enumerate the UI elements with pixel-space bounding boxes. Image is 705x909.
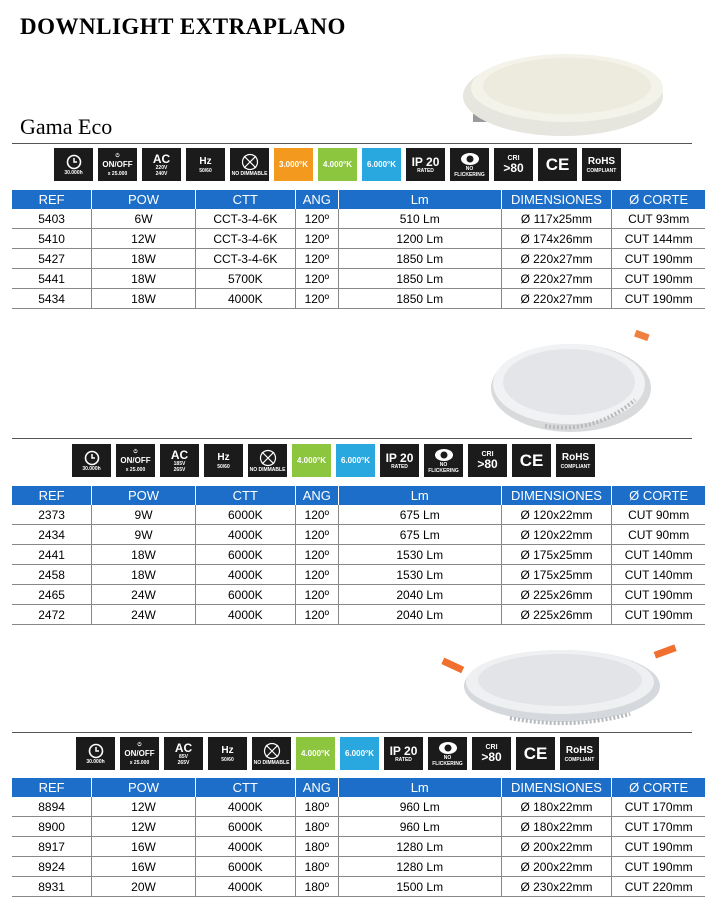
cell: Ø 200x22mm [501, 857, 612, 877]
cell: Ø 220x27mm [501, 249, 612, 269]
table-row [12, 545, 705, 565]
feature-icon-bar [54, 148, 621, 181]
cell: 960 Lm [338, 797, 501, 817]
ce-mark-icon: CE [516, 737, 555, 770]
cell: 1530 Lm [338, 545, 501, 565]
col-dimensiones: DIMENSIONES [501, 190, 612, 209]
cell: 180º [295, 837, 338, 857]
cell: Ø 220x27mm [501, 269, 612, 289]
cell: 24W [92, 585, 196, 605]
downlight-image-round [440, 640, 680, 730]
cell: 4000K [195, 605, 295, 625]
cell: Ø 175x25mm [501, 545, 612, 565]
cell: 9W [92, 525, 196, 545]
divider [12, 143, 692, 144]
feature-icon-bar [72, 444, 595, 477]
cell: 120º [295, 565, 338, 585]
no-flickering-icon: NO FLICKERING [450, 148, 489, 181]
cell: 2458 [12, 565, 92, 585]
frequency-icon: Hz 50/60 [186, 148, 225, 181]
cell: 120º [295, 605, 338, 625]
cell: 6000K [195, 857, 295, 877]
table-row [12, 269, 705, 289]
cell: 2434 [12, 525, 92, 545]
clock-icon: 30.000h [76, 737, 115, 770]
rohs-icon: RoHS COMPLIANT [556, 444, 595, 477]
cell: 12W [92, 797, 196, 817]
cell: 5700K [195, 269, 295, 289]
cell: 4000K [195, 797, 295, 817]
temp-4000k-icon: 4.000°K [318, 148, 357, 181]
cell: 120º [295, 505, 338, 525]
divider [12, 732, 692, 733]
cell: CUT 144mm [612, 229, 705, 249]
col-corte: Ø CORTE [612, 778, 705, 797]
cri-icon: CRI >80 [468, 444, 507, 477]
col-lm: Lm [338, 486, 501, 505]
ce-mark-icon: CE [512, 444, 551, 477]
cell: 8931 [12, 877, 92, 897]
cri-icon: CRI >80 [472, 737, 511, 770]
divider [12, 438, 692, 439]
cell: 24W [92, 605, 196, 625]
temp-6000k-icon: 6.000°K [362, 148, 401, 181]
table-row [12, 289, 705, 309]
spec-table-slim [12, 486, 705, 625]
cell: 120º [295, 249, 338, 269]
cell: Ø 200x22mm [501, 837, 612, 857]
cell: 4000K [195, 525, 295, 545]
col-pow: POW [92, 190, 196, 209]
no-flickering-icon: NO FLICKERING [428, 737, 467, 770]
cell: Ø 225x26mm [501, 605, 612, 625]
table-row [12, 565, 705, 585]
table-row [12, 605, 705, 625]
cell: 5434 [12, 289, 92, 309]
cell: 120º [295, 585, 338, 605]
table-row [12, 817, 705, 837]
cell: Ø 120x22mm [501, 525, 612, 545]
cell: 6W [92, 209, 196, 229]
cell: 180º [295, 797, 338, 817]
cell: CUT 190mm [612, 269, 705, 289]
frequency-icon: Hz 50/60 [204, 444, 243, 477]
cell: 2040 Lm [338, 585, 501, 605]
cell: 12W [92, 229, 196, 249]
col-ref: REF [12, 778, 92, 797]
col-corte: Ø CORTE [612, 486, 705, 505]
cell: 4000K [195, 877, 295, 897]
cell: 4000K [195, 289, 295, 309]
cell: CUT 170mm [612, 817, 705, 837]
clock-icon: 30.000h [54, 148, 93, 181]
table-row [12, 857, 705, 877]
cell: Ø 174x26mm [501, 229, 612, 249]
col-ang: ANG [295, 486, 338, 505]
table-row [12, 229, 705, 249]
cell: 960 Lm [338, 817, 501, 837]
cell: 4000K [195, 565, 295, 585]
power-icon: ⏻ ON/OFF x 25.000 [98, 148, 137, 181]
cell: 2441 [12, 545, 92, 565]
spec-table-round [12, 778, 705, 897]
cell: CUT 220mm [612, 877, 705, 897]
col-ref: REF [12, 486, 92, 505]
downlight-image-eco [455, 40, 670, 140]
cell: 120º [295, 229, 338, 249]
cell: CCT-3-4-6K [195, 209, 295, 229]
table-row [12, 877, 705, 897]
range-subtitle: Gama Eco [20, 114, 113, 139]
cell: 16W [92, 837, 196, 857]
cell: 1200 Lm [338, 229, 501, 249]
cell: 2472 [12, 605, 92, 625]
col-ang: ANG [295, 190, 338, 209]
cell: 1530 Lm [338, 565, 501, 585]
col-lm: Lm [338, 190, 501, 209]
no-dimmable-icon: NO DIMMABLE [252, 737, 291, 770]
cell: 675 Lm [338, 525, 501, 545]
cell: 1850 Lm [338, 249, 501, 269]
cell: 5441 [12, 269, 92, 289]
no-dimmable-icon: NO DIMMABLE [248, 444, 287, 477]
cell: 180º [295, 817, 338, 837]
col-ctt: CTT [195, 778, 295, 797]
cell: 120º [295, 209, 338, 229]
cell: CUT 93mm [612, 209, 705, 229]
cell: 1500 Lm [338, 877, 501, 897]
col-corte: Ø CORTE [612, 190, 705, 209]
cell: 6000K [195, 585, 295, 605]
col-ctt: CTT [195, 190, 295, 209]
cell: 8900 [12, 817, 92, 837]
cell: CUT 190mm [612, 605, 705, 625]
cell: 180º [295, 877, 338, 897]
cell: 8917 [12, 837, 92, 857]
cell: 20W [92, 877, 196, 897]
cell: CUT 140mm [612, 545, 705, 565]
cell: Ø 120x22mm [501, 505, 612, 525]
cell: 1850 Lm [338, 269, 501, 289]
table-row [12, 797, 705, 817]
cell: Ø 225x26mm [501, 585, 612, 605]
cell: Ø 220x27mm [501, 289, 612, 309]
cell: 675 Lm [338, 505, 501, 525]
cell: CUT 190mm [612, 249, 705, 269]
cell: Ø 175x25mm [501, 565, 612, 585]
power-icon: ⏻ ON/OFF x 25.000 [116, 444, 155, 477]
cell: 8894 [12, 797, 92, 817]
col-ctt: CTT [195, 486, 295, 505]
cell: CUT 90mm [612, 505, 705, 525]
ip20-icon: IP 20 RATED [406, 148, 445, 181]
cell: 120º [295, 545, 338, 565]
table-row [12, 249, 705, 269]
cell: 5410 [12, 229, 92, 249]
cell: 1280 Lm [338, 857, 501, 877]
cell: 120º [295, 289, 338, 309]
cell: 1850 Lm [338, 289, 501, 309]
ac-voltage-icon: AC 85V 265V [164, 737, 203, 770]
cell: 18W [92, 565, 196, 585]
table-header-row [12, 190, 705, 209]
col-lm: Lm [338, 778, 501, 797]
clock-icon: 30.000h [72, 444, 111, 477]
cell: CUT 190mm [612, 585, 705, 605]
col-pow: POW [92, 778, 196, 797]
temp-6000k-icon: 6.000°K [336, 444, 375, 477]
table-row [12, 585, 705, 605]
rohs-icon: RoHS COMPLIANT [560, 737, 599, 770]
downlight-image-slim [485, 330, 665, 438]
col-pow: POW [92, 486, 196, 505]
ac-voltage-icon: AC 220V 240V [142, 148, 181, 181]
cell: CUT 190mm [612, 837, 705, 857]
cell: 2373 [12, 505, 92, 525]
cell: 6000K [195, 817, 295, 837]
no-dimmable-icon: NO DIMMABLE [230, 148, 269, 181]
ip20-icon: IP 20 RATED [380, 444, 419, 477]
cell: CUT 90mm [612, 525, 705, 545]
cell: CUT 190mm [612, 289, 705, 309]
cell: 18W [92, 545, 196, 565]
feature-icon-bar [76, 737, 599, 770]
cell: CUT 170mm [612, 797, 705, 817]
ac-voltage-icon: AC 185V 265V [160, 444, 199, 477]
temp-6000k-icon: 6.000°K [340, 737, 379, 770]
col-dimensiones: DIMENSIONES [501, 486, 612, 505]
cell: 8924 [12, 857, 92, 877]
cell: 12W [92, 817, 196, 837]
cell: 120º [295, 525, 338, 545]
cell: 9W [92, 505, 196, 525]
temp-3000k-icon: 3.000°K [274, 148, 313, 181]
cell: 16W [92, 857, 196, 877]
cell: 18W [92, 249, 196, 269]
table-row [12, 837, 705, 857]
cell: 5427 [12, 249, 92, 269]
col-dimensiones: DIMENSIONES [501, 778, 612, 797]
frequency-icon: Hz 50/60 [208, 737, 247, 770]
rohs-icon: RoHS COMPLIANT [582, 148, 621, 181]
cell: CUT 190mm [612, 857, 705, 877]
cell: CCT-3-4-6K [195, 229, 295, 249]
cell: Ø 230x22mm [501, 877, 612, 897]
page-title: DOWNLIGHT EXTRAPLANO [20, 14, 346, 39]
cell: Ø 180x22mm [501, 797, 612, 817]
cell: 5403 [12, 209, 92, 229]
table-row [12, 505, 705, 525]
cell: 6000K [195, 545, 295, 565]
table-row [12, 209, 705, 229]
spec-table-eco [12, 190, 705, 309]
temp-4000k-icon: 4.000°K [296, 737, 335, 770]
cell: 4000K [195, 837, 295, 857]
cell: 510 Lm [338, 209, 501, 229]
cell: 2465 [12, 585, 92, 605]
cell: CUT 140mm [612, 565, 705, 585]
cell: Ø 117x25mm [501, 209, 612, 229]
table-header-row [12, 486, 705, 505]
cell: 18W [92, 269, 196, 289]
ip20-icon: IP 20 RATED [384, 737, 423, 770]
cell: 180º [295, 857, 338, 877]
power-icon: ⏻ ON/OFF x 25.000 [120, 737, 159, 770]
table-header-row [12, 778, 705, 797]
cell: 2040 Lm [338, 605, 501, 625]
col-ref: REF [12, 190, 92, 209]
cell: 18W [92, 289, 196, 309]
cell: Ø 180x22mm [501, 817, 612, 837]
ce-mark-icon: CE [538, 148, 577, 181]
table-row [12, 525, 705, 545]
no-flickering-icon: NO FLICKERING [424, 444, 463, 477]
cell: 120º [295, 269, 338, 289]
cri-icon: CRI >80 [494, 148, 533, 181]
col-ang: ANG [295, 778, 338, 797]
cell: 1280 Lm [338, 837, 501, 857]
temp-4000k-icon: 4.000°K [292, 444, 331, 477]
cell: 6000K [195, 505, 295, 525]
cell: CCT-3-4-6K [195, 249, 295, 269]
